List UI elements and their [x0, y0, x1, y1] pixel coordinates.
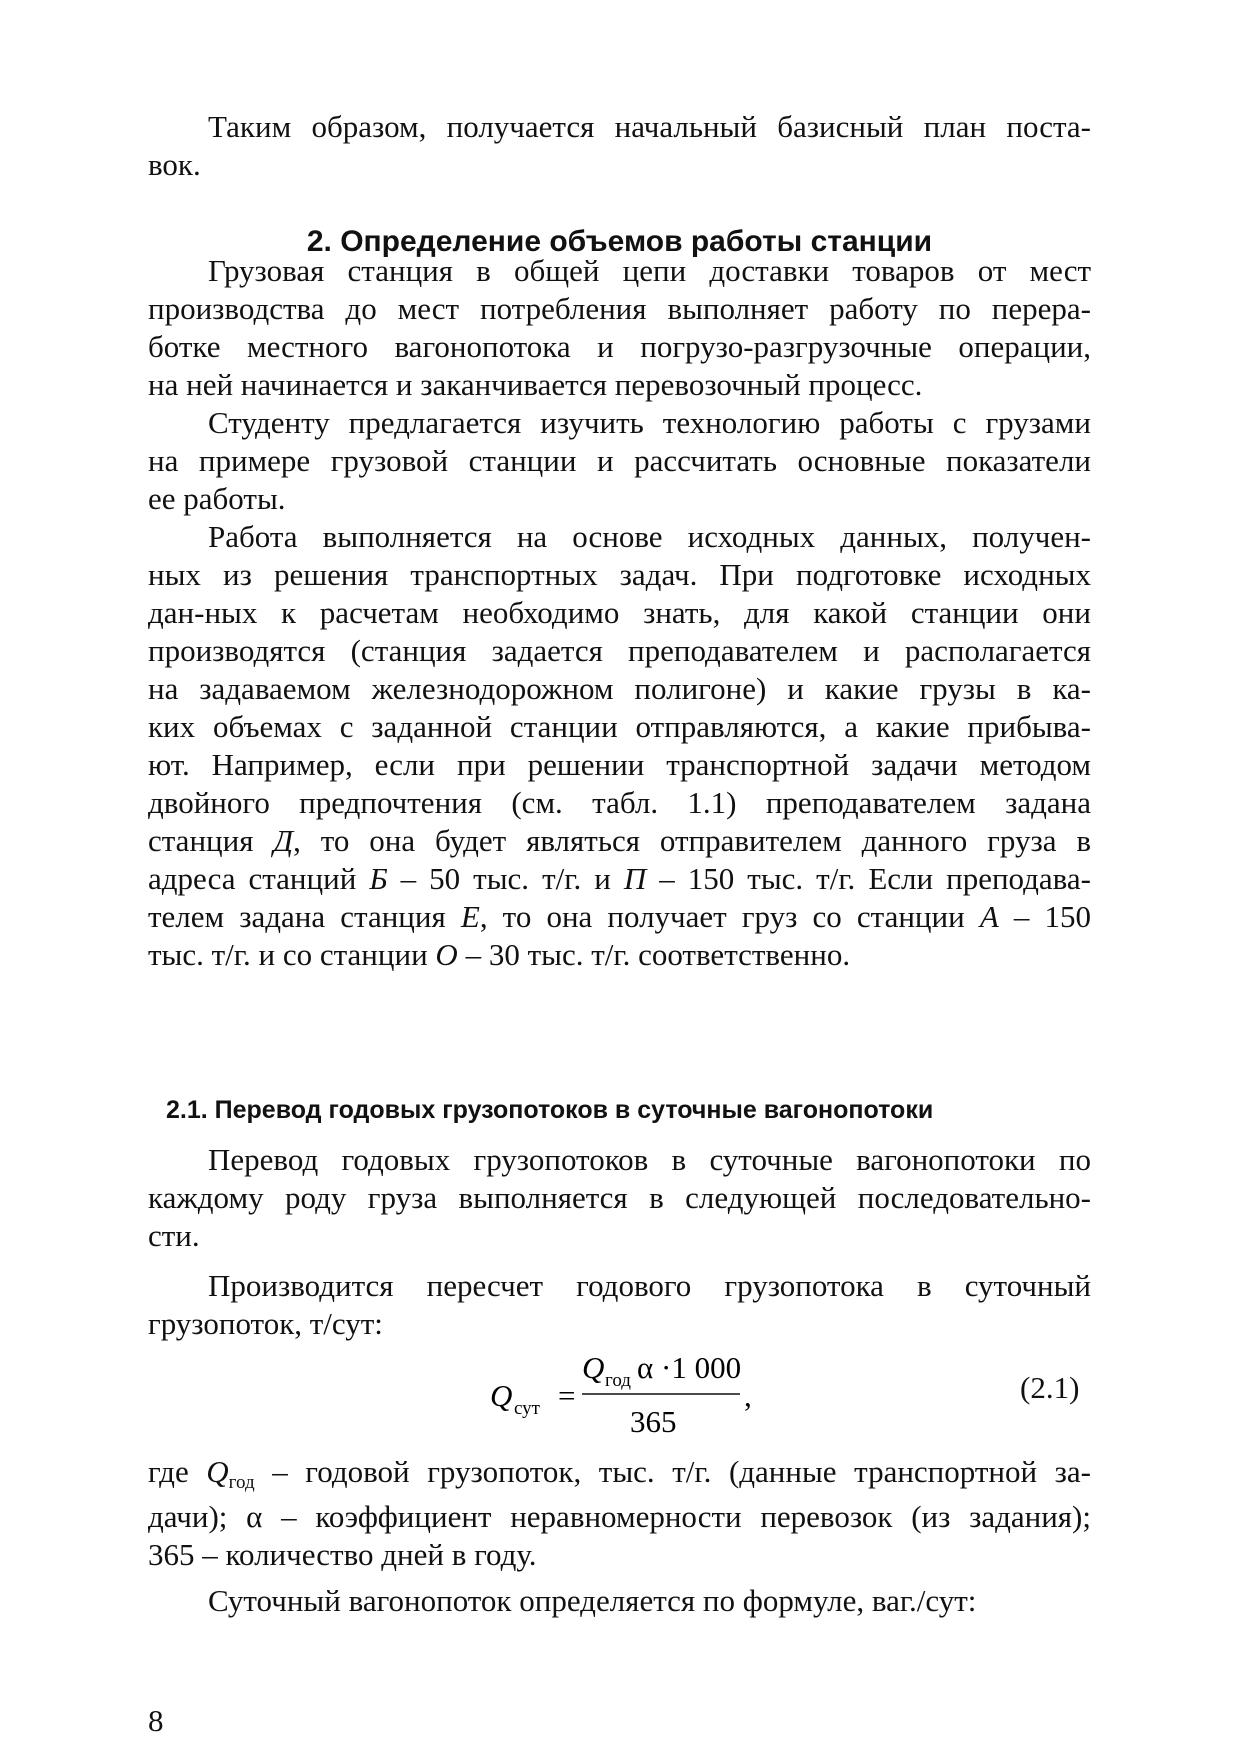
- text-line: дан-ных к расчетам необходимо знать, для какой станции они: [148, 595, 1091, 630]
- text-line: ких объемах с заданной станции отправляются, а какие прибыва-: [148, 709, 1091, 744]
- formula-numerator-rest: α ·1 000: [637, 1350, 742, 1385]
- formula-numerator-subscript: год: [605, 1370, 631, 1391]
- text-line: сти.: [148, 1218, 200, 1253]
- text-line: ботке местного вагонопотока и погрузо-разгрузочные операции,: [148, 329, 1091, 364]
- text-line: производства до мест потребления выполняет работу по перера-: [148, 291, 1091, 326]
- section-title: 2. Определение объемов работы станции: [306, 225, 933, 258]
- text-line: грузопоток, т/сут:: [148, 1306, 383, 1341]
- equation-number: (2.1): [1020, 1370, 1080, 1405]
- text-line: 365 – количество дней в году.: [148, 1537, 537, 1572]
- page-number: 8: [148, 1703, 164, 1738]
- formula-2-1: [490, 1348, 1090, 1448]
- formula-lhs: Q: [490, 1378, 513, 1413]
- text-line: ют. Например, если при решении транспортной задачи методом: [148, 747, 1091, 782]
- formula-comma: ,: [744, 1378, 752, 1413]
- text-line: производятся (станция задается преподавателем и располагается: [148, 633, 1091, 668]
- text-line: ее работы.: [148, 481, 286, 516]
- text-line: двойного предпочтения (см. табл. 1.1) преподавателем задана: [148, 785, 1091, 820]
- text-line: на задаваемом железнодорожном полигоне) и какие грузы в ка-: [148, 671, 1091, 706]
- text-line: каждому роду груза выполняется в следующей последовательно-: [148, 1180, 1091, 1215]
- formula-denominator: 365: [630, 1404, 677, 1439]
- text-line: телем задана станция Е, то она получает груз со станции А – 150: [148, 899, 1091, 934]
- formula-numerator-q: Q: [582, 1350, 605, 1385]
- text-line: где $Q_{год}$ – годовой грузопоток, тыс. т/г. (данные транспортной за-: [148, 1454, 1091, 1493]
- text-line: Работа выполняется на основе исходных данных, получен-: [208, 519, 1091, 554]
- text-line: Суточный вагонопоток определяется по формуле, ваг./сут:: [208, 1583, 977, 1618]
- text-line: тыс. т/г. и со станции О – 30 тыс. т/г. соответственно.: [148, 937, 851, 972]
- text-line: дачи); α – коэффициент неравномерности перевозок (из задания);: [148, 1499, 1091, 1534]
- text-line: ных из решения транспортных задач. При подготовке исходных: [148, 557, 1091, 592]
- text-line: Студенту предлагается изучить технологию работы с грузами: [208, 405, 1091, 440]
- subsection-title: 2.1. Перевод годовых грузопотоков в суточные вагонопотоки: [166, 1096, 934, 1124]
- formula-equals: =: [558, 1378, 576, 1413]
- formula-lhs-subscript: сут: [514, 1398, 540, 1419]
- text-line: на ней начинается и заканчивается перевозочный процесс.: [148, 367, 923, 402]
- text-line: Грузовая станция в общей цепи доставки товаров от мест: [208, 253, 1091, 288]
- text-line: Перевод годовых грузопотоков в суточные вагонопотоки по: [208, 1142, 1091, 1177]
- text-line: Таким образом, получается начальный базисный план поста-: [208, 109, 1091, 144]
- text-line: станция Д, то она будет являться отправителем данного груза в: [148, 823, 1091, 858]
- text-line: адреса станций Б – 50 тыс. т/г. и П – 150 тыс. т/г. Если преподава-: [148, 861, 1091, 896]
- text-line: Производится пересчет годового грузопотока в суточный: [208, 1268, 1091, 1303]
- text-line: на примере грузовой станции и рассчитать основные показатели: [148, 443, 1091, 478]
- text-line: вок.: [148, 147, 201, 182]
